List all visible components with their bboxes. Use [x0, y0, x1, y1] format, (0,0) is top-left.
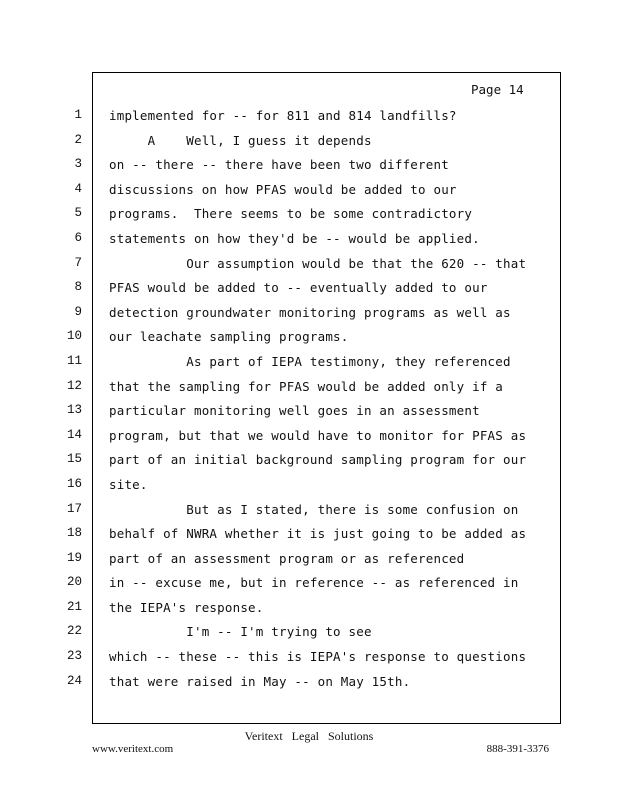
line-text: in -- excuse me, but in reference -- as referenced in — [109, 575, 519, 591]
line-text: PFAS would be added to -- eventually added to our — [109, 280, 488, 296]
line-number: 14 — [66, 427, 82, 442]
line-text: particular monitoring well goes in an assessment — [109, 403, 480, 419]
transcript-line — [0, 354, 618, 379]
transcript-line — [0, 280, 618, 305]
footer-website: www.veritext.com — [92, 743, 174, 755]
line-text: But as I stated, there is some confusion on — [109, 501, 519, 517]
page-number-label: Page 14 — [471, 82, 524, 97]
line-number: 5 — [74, 206, 82, 221]
transcript-lines — [0, 108, 618, 698]
transcript-line — [0, 624, 618, 649]
line-number: 1 — [74, 108, 82, 122]
line-number: 3 — [74, 157, 82, 172]
transcript-line — [0, 674, 618, 699]
line-text: I'm -- I'm trying to see — [109, 624, 372, 640]
line-text: implemented for -- for 811 and 814 landfills? — [109, 108, 457, 123]
transcript-line — [0, 477, 618, 502]
line-number: 17 — [66, 501, 82, 516]
transcript-line — [0, 551, 618, 576]
footer-phone: 888-391-3376 — [486, 743, 549, 755]
line-number: 6 — [74, 230, 82, 245]
transcript-line — [0, 133, 618, 158]
line-text: part of an assessment program or as referenced — [109, 550, 465, 566]
line-number: 22 — [66, 624, 82, 639]
line-number: 8 — [74, 280, 82, 295]
transcript-line — [0, 526, 618, 551]
transcript-line — [0, 256, 618, 281]
line-text: behalf of NWRA whether it is just going to be added as — [109, 526, 527, 542]
line-number: 24 — [66, 673, 82, 688]
transcript-line — [0, 206, 618, 231]
line-text: statements on how they'd be -- would be applied. — [109, 230, 480, 246]
line-text: As part of IEPA testimony, they referenced — [109, 353, 511, 369]
line-text: our leachate sampling programs. — [109, 329, 349, 345]
transcript-line — [0, 428, 618, 453]
line-text: A Well, I guess it depends — [109, 132, 372, 148]
transcript-line — [0, 649, 618, 674]
line-number: 18 — [66, 526, 82, 541]
line-number: 11 — [66, 353, 82, 368]
transcript-line — [0, 403, 618, 428]
transcript-line — [0, 157, 618, 182]
line-number: 16 — [66, 476, 82, 491]
line-text: that were raised in May -- on May 15th. — [109, 673, 411, 689]
line-text: programs. There seems to be some contradictory — [109, 206, 473, 222]
transcript-line — [0, 329, 618, 354]
line-number: 19 — [66, 550, 82, 565]
line-number: 21 — [66, 599, 82, 614]
line-text: the IEPA's response. — [109, 599, 264, 615]
line-text: on -- there -- there have been two different — [109, 157, 449, 173]
line-number: 9 — [74, 304, 82, 319]
transcript-line — [0, 231, 618, 256]
line-text: program, but that we would have to monitor for PFAS as — [109, 427, 527, 443]
transcript-line — [0, 600, 618, 625]
transcript-line — [0, 305, 618, 330]
transcript-line — [0, 452, 618, 477]
line-number: 10 — [66, 329, 82, 344]
transcript-line — [0, 502, 618, 527]
line-number: 12 — [66, 378, 82, 393]
line-number: 7 — [74, 255, 82, 270]
line-text: site. — [109, 476, 148, 492]
line-text: which -- these -- this is IEPA's response to questions — [109, 649, 527, 665]
line-number: 15 — [66, 452, 82, 467]
line-text: detection groundwater monitoring programs as well as — [109, 304, 511, 320]
transcript-line — [0, 379, 618, 404]
line-text: part of an initial background sampling program for our — [109, 452, 527, 468]
line-number: 4 — [74, 181, 82, 196]
line-number: 20 — [66, 575, 82, 590]
line-number: 13 — [66, 403, 82, 418]
line-number: 2 — [74, 132, 82, 147]
transcript-line — [0, 575, 618, 600]
line-text: discussions on how PFAS would be added to our — [109, 181, 457, 197]
transcript-line — [0, 182, 618, 207]
line-text: that the sampling for PFAS would be added only if a — [109, 378, 504, 394]
line-number: 23 — [66, 649, 82, 664]
transcript-line — [0, 108, 618, 133]
footer-company: Veritext Legal Solutions — [244, 729, 374, 743]
line-text: Our assumption would be that the 620 -- that — [109, 255, 527, 271]
